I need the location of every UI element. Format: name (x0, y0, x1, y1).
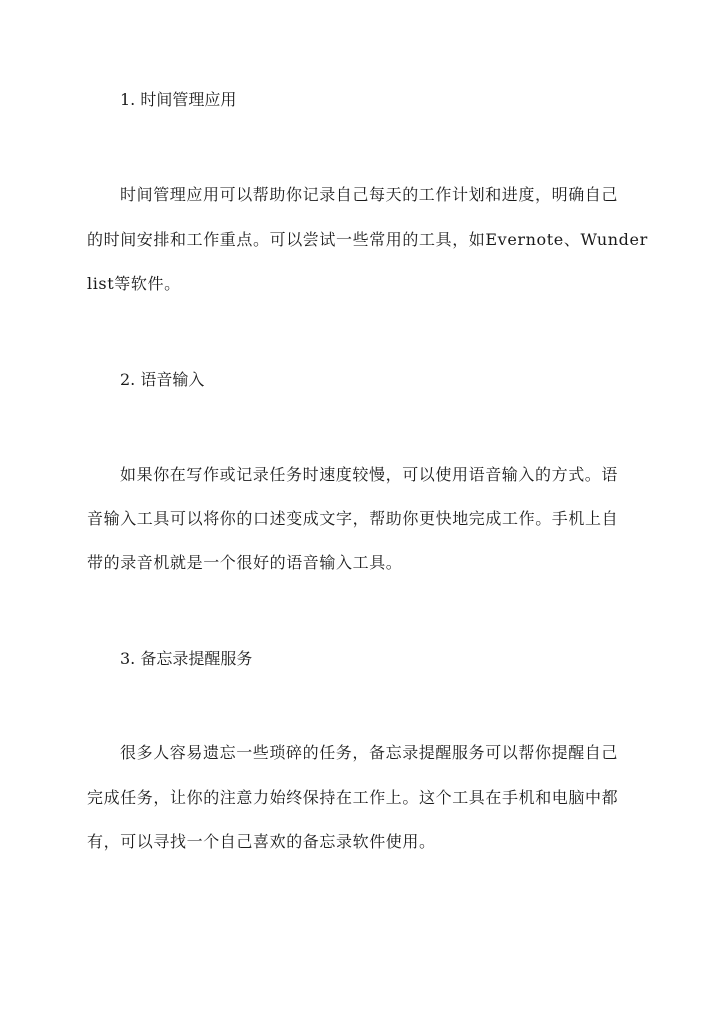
paragraph-line: list等软件。 (87, 274, 181, 293)
paragraph-line: 完成任务，让你的注意力始终保持在工作上。这个工具在手机和电脑中都 (87, 788, 619, 807)
paragraph-line: 带的录音机就是一个很好的语音输入工具。 (87, 553, 403, 572)
paragraph-line: 如果你在写作或记录任务时速度较慢，可以使用语音输入的方式。语 (120, 465, 619, 484)
section-heading: 3. 备忘录提醒服务 (120, 649, 253, 668)
paragraph-line: 音输入工具可以将你的口述变成文字，帮助你更快地完成工作。手机上自 (87, 509, 619, 528)
paragraph-line: 有，可以寻找一个自己喜欢的备忘录软件使用。 (87, 832, 436, 851)
section-heading: 1. 时间管理应用 (120, 90, 237, 109)
paragraph-line: 时间管理应用可以帮助你记录自己每天的工作计划和进度，明确自己 (120, 185, 619, 204)
section-heading: 2. 语音输入 (120, 370, 205, 389)
paragraph-line: 很多人容易遗忘一些琐碎的任务，备忘录提醒服务可以帮你提醒自己 (120, 743, 619, 762)
paragraph-line: 的时间安排和工作重点。可以尝试一些常用的工具，如Evernote、Wunder (87, 230, 648, 249)
